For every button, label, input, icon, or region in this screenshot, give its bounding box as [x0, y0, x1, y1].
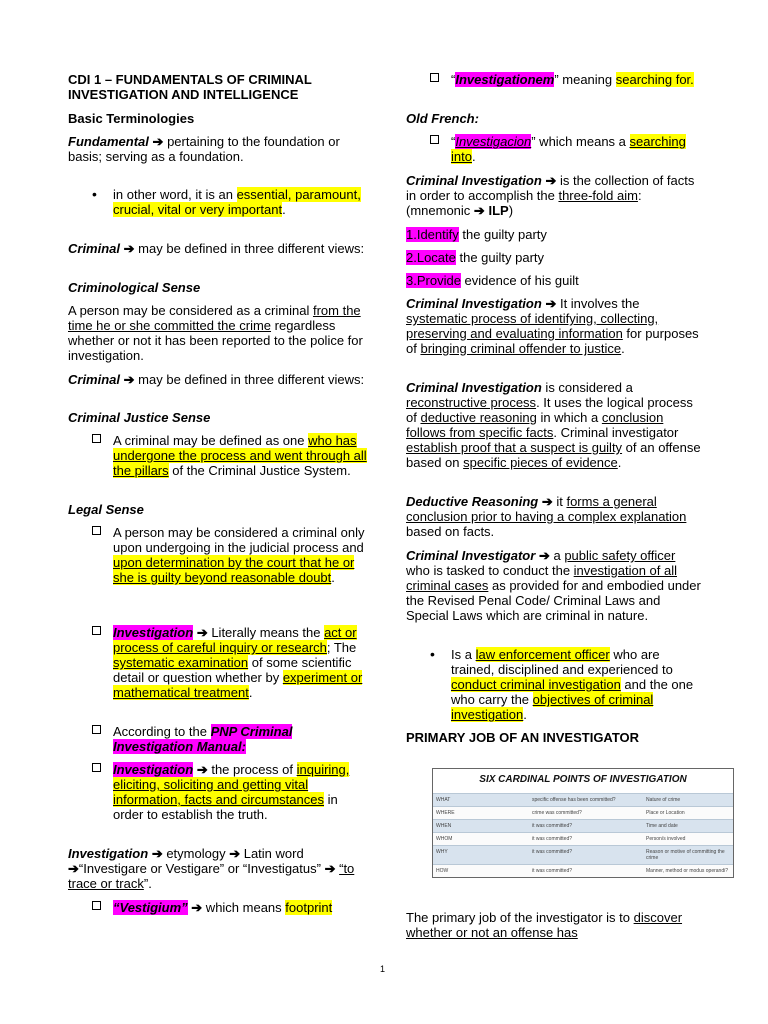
bullet-icon: •: [92, 186, 97, 202]
checkbox-bullet-icon: [430, 135, 439, 144]
page-number: 1: [380, 964, 386, 974]
checkbox-bullet-icon: [92, 434, 101, 443]
deductive-reasoning-definition: Deductive Reasoning ➔ it forms a general conclusion prior to having a complex explanation based on facts.: [406, 494, 687, 539]
legal-sense-heading: Legal Sense: [68, 502, 144, 517]
criminal-investigation-definition: Criminal Investigation ➔ is the collection of facts in order to accomplish the three-fold aim: (mnemonic ➔ ILP): [406, 173, 695, 218]
arrow-icon: ➔: [545, 173, 557, 188]
arrow-icon: ➔: [123, 241, 135, 256]
table-cell: specific offense has been committed?: [529, 794, 643, 807]
bullet-icon: •: [430, 646, 435, 662]
primary-job-heading: PRIMARY JOB OF AN INVESTIGATOR: [406, 730, 640, 745]
table-cell: WHERE: [433, 807, 529, 820]
etymology-text: Investigation ➔ etymology ➔ Latin word ➔“Investigare or Vestigare” or “Investigatus” ➔ “to trace or track”.: [68, 846, 355, 891]
table-row: [433, 794, 733, 807]
list-item: “Vestigium” ➔ which means footprint: [68, 900, 368, 915]
primary-job-text: The primary job of the investigator is to discover whether or not an offense has: [406, 910, 683, 940]
checkbox-bullet-icon: [92, 626, 101, 635]
table-cell: Reason or motive of committing the crime: [643, 846, 733, 865]
checkbox-bullet-icon: [92, 763, 101, 772]
arrow-icon: ➔: [152, 134, 164, 149]
table-row: [433, 833, 733, 846]
list-item: According to the PNP Criminal Investigation Manual:: [68, 724, 368, 754]
list-item: A criminal may be defined as one who has undergone the process and went through all the pillars of the Criminal Justice System.: [68, 433, 368, 478]
table-cell: WHY: [433, 846, 529, 865]
cardinal-points-table: [432, 768, 734, 878]
criminal-investigation-definition: Criminal Investigation ➔ It involves the systematic process of identifying, collecting, preserving and evaluating information for purposes of bringing criminal offender to justice.: [406, 296, 699, 356]
table-cell: WHAT: [433, 794, 529, 807]
arrow-icon: ➔: [191, 900, 203, 915]
data-table: [433, 793, 733, 877]
list-item: • in other word, it is an essential, paramount, crucial, vital or very important.: [92, 186, 361, 217]
table-cell: Manner, method or modus operandi?: [643, 865, 733, 878]
ilp-item: 2.Locate the guilty party: [406, 250, 545, 265]
criminal-investigation-definition: Criminal Investigation is considered a reconstructive process. It uses the logical process of deductive reasoning in which a conclusion follows from specific facts. Criminal investigator establish proof that a suspect is guilty of an offense based on specific pieces of evidence.: [406, 380, 701, 470]
arrow-icon: ➔: [196, 625, 208, 640]
table-cell: crime was committed?: [529, 807, 643, 820]
table-row: [433, 807, 733, 820]
list-item: • Is a law enforcement officer who are trained, disciplined and experienced to conduct criminal investigation and the one who carry the objectives of criminal investigation.: [430, 646, 694, 722]
arrow-icon: ➔: [151, 846, 163, 861]
table-row: [433, 846, 733, 865]
table-cell: Place or Location: [643, 807, 733, 820]
fundamental-definition: [68, 134, 368, 164]
arrow-icon: ➔: [545, 296, 557, 311]
list-item: Investigation ➔ Literally means the act or process of careful inquiry or research; The systematic examination of some scientific detail or question whether by experiment or mathematical treatment.: [68, 625, 368, 700]
basic-terminologies-heading: Basic Terminologies: [68, 111, 195, 126]
arrow-icon: ➔: [538, 548, 550, 563]
table-title: SIX CARDINAL POINTS OF INVESTIGATION: [479, 774, 687, 785]
table-cell: it was committed?: [529, 865, 643, 878]
table-cell: it was committed?: [529, 820, 643, 833]
arrow-icon: ➔: [196, 762, 208, 777]
table-row: [433, 865, 733, 878]
checkbox-bullet-icon: [92, 526, 101, 535]
document-title: CDI 1 – FUNDAMENTALS OF CRIMINAL INVESTIGATION AND INTELLIGENCE: [68, 72, 312, 102]
table-cell: Time and date: [643, 820, 733, 833]
old-french-heading: Old French:: [406, 111, 479, 126]
criminal-investigator-definition: Criminal Investigator ➔ a public safety officer who is tasked to conduct the investigation of all criminal cases as provided for and embodied under the Revised Penal Code/ Criminal Laws and Special Laws which are criminal in nature.: [406, 548, 701, 623]
list-item: “Investigacion” which means a searching into.: [406, 134, 702, 164]
ilp-item: 3.Provide evidence of his guilt: [406, 273, 579, 288]
table-cell: it was committed?: [529, 846, 643, 865]
arrow-icon: ➔: [229, 846, 241, 861]
checkbox-bullet-icon: [92, 901, 101, 910]
table-cell: Person/s involved: [643, 833, 733, 846]
arrow-icon: ➔: [473, 203, 485, 218]
list-item: Investigation ➔ the process of inquiring, eliciting, soliciting and getting vital information, facts and circumstances in order to establish the truth.: [68, 762, 368, 822]
arrow-icon: ➔: [324, 861, 336, 876]
highlight: essential, paramount, crucial, vital or very important: [113, 187, 361, 217]
list-item: A person may be considered a criminal only upon undergoing in the judicial process and upon determination by the court that he or she is guilty beyond reasonable doubt.: [68, 525, 368, 585]
fundamental-text: pertaining to the foundation or basis; serving as a foundation.: [68, 134, 340, 164]
criminal-justice-sense-heading: Criminal Justice Sense: [68, 410, 211, 425]
criminological-sense-heading: Criminological Sense: [68, 280, 201, 295]
criminological-sense-text: A person may be considered as a criminal from the time he or she committed the crime regardless whether or not it has been reported to the police for investigation.: [68, 303, 363, 363]
arrow-icon: ➔: [541, 494, 553, 509]
checkbox-bullet-icon: [430, 73, 439, 82]
fundamental-term: Fundamental: [68, 134, 149, 149]
table-cell: it was committed?: [529, 833, 643, 846]
criminal-definition: Criminal ➔ may be defined in three different views:: [68, 241, 365, 256]
checkbox-bullet-icon: [92, 725, 101, 734]
table-cell: WHEN: [433, 820, 529, 833]
ilp-item: 1.Identify the guilty party: [406, 227, 547, 242]
criminal-definition: Criminal ➔ may be defined in three different views:: [68, 372, 365, 387]
table-cell: HOW: [433, 865, 529, 878]
list-item: “Investigationem” meaning searching for.: [406, 72, 702, 87]
arrow-icon: ➔: [123, 372, 135, 387]
table-cell: Nature of crime: [643, 794, 733, 807]
table-cell: WHOM: [433, 833, 529, 846]
arrow-icon: ➔: [68, 861, 79, 876]
table-row: [433, 820, 733, 833]
